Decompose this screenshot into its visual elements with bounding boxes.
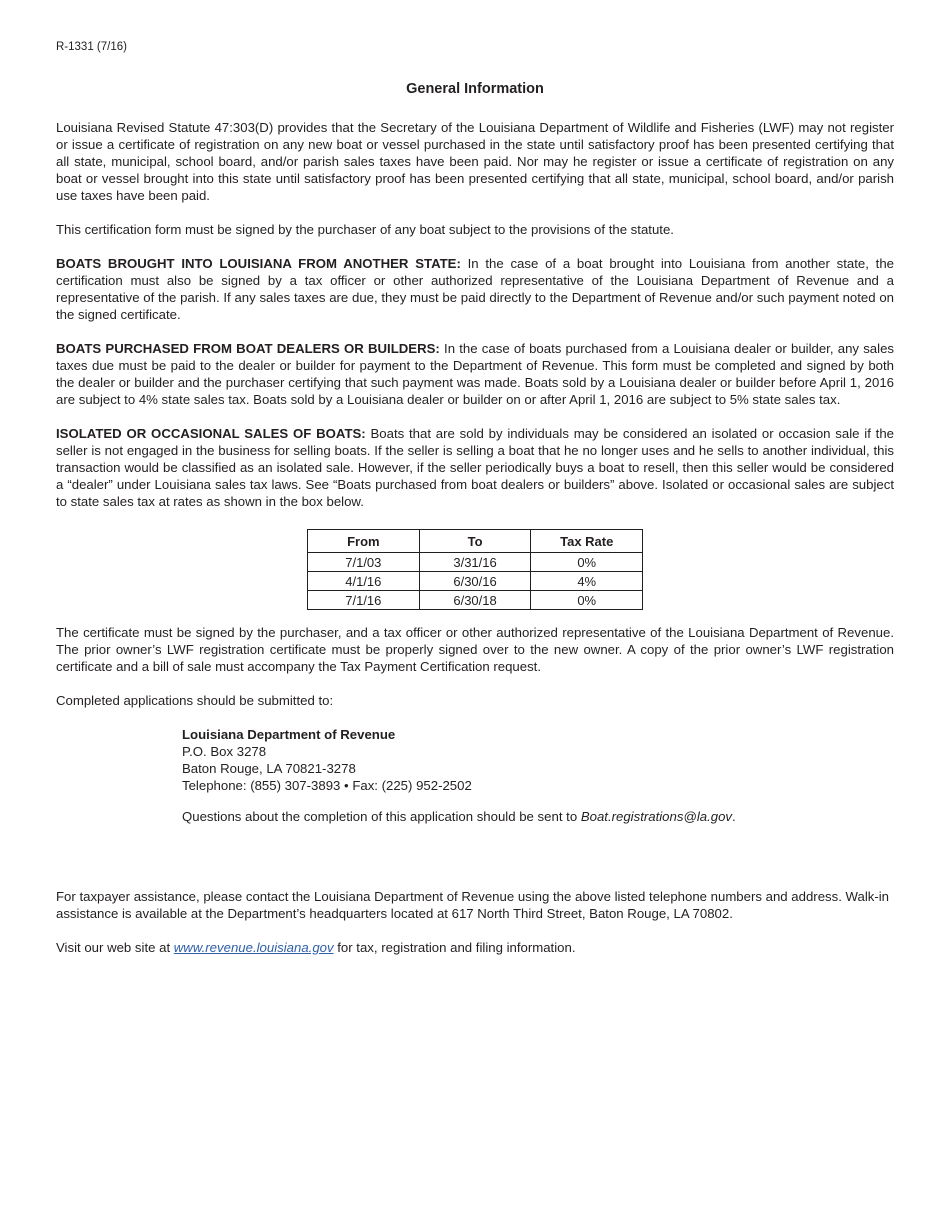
- table-row: [308, 591, 643, 610]
- isolated-paragraph: [56, 425, 894, 510]
- contact-email[interactable]: Boat.registrations@la.gov: [580, 809, 733, 824]
- table-row: [308, 572, 643, 591]
- dealers-body: In the case of boats purchased from a Louisiana dealer or builder, any sales taxes due must be paid to the dealer or builder for payment to the Department of Revenue. This form must be completed and signed by both the dealer or builder and the purchaser certifying that such payment was made. Boats sold by a Louisiana dealer or builder before April 1, 2016 are subject to 4% state sales tax. Boats sold by a Louisiana dealer or builder on or after April 1, 2016 are subject to 5% state sales tax.: [56, 341, 894, 407]
- questions-paragraph: [182, 808, 894, 825]
- cell-tax-rate: 0%: [531, 591, 643, 610]
- submit-paragraph: Completed applications should be submitted to:: [56, 693, 334, 708]
- visit-prefix: Visit our web site at: [56, 940, 174, 955]
- questions-end: .: [732, 809, 736, 824]
- column-header-tax-rate: Tax Rate: [531, 530, 643, 553]
- mailing-address: [182, 726, 894, 794]
- another-state-body: In the case of a boat brought into Louisiana from another state, the certification must also be signed by a tax officer or other authorized representative of the Louisiana Department of Revenue and a representative of the parish. If any sales taxes are due, they must be paid directly to the Department of Revenue and/or such payment noted on the signed certificate.: [56, 256, 895, 322]
- cell-tax-rate: 4%: [531, 572, 643, 591]
- questions-text: Questions about the completion of this application should be sent to: [182, 809, 581, 824]
- isolated-body: Boats that are sold by individuals may be considered an isolated or occasion sale if the seller is not engaged in the business for selling boats. If the seller is selling a boat that he no longer uses and he sells to another individual, this transaction would be classified as an isolated sale. However, if the seller periodically buys a boat to resell, then this seller would be considered a “dealer” under Louisiana sales tax laws. See “Boats purchased from boat dealers or builders” above. Isolated or occasional sales are subject to state sales tax at rates as shown in the box below.: [56, 426, 894, 509]
- cell-to: 3/31/16: [419, 553, 531, 572]
- dealers-paragraph: [56, 340, 894, 408]
- assistance-paragraph: For taxpayer assistance, please contact the Louisiana Department of Revenue using the above listed telephone numbers and address. Walk-in assistance is available at the Department’s headquarters located at 617 North Third Street, Baton Rouge, LA 70802.: [56, 889, 890, 921]
- form-id: R-1331 (7/16): [56, 41, 127, 53]
- cell-from: 7/1/03: [308, 553, 420, 572]
- cell-to: 6/30/16: [419, 572, 531, 591]
- isolated-heading: ISOLATED OR OCCASIONAL SALES OF BOATS:: [56, 426, 366, 441]
- another-state-paragraph: [56, 255, 894, 323]
- visit-paragraph: [56, 939, 894, 956]
- column-header-to: To: [419, 530, 531, 553]
- tax-rate-table: [307, 529, 643, 610]
- visit-suffix: for tax, registration and filing information.: [333, 940, 576, 955]
- website-link[interactable]: www.revenue.louisiana.gov: [173, 940, 334, 955]
- column-header-from: From: [308, 530, 420, 553]
- statute-paragraph: Louisiana Revised Statute 47:303(D) provides that the Secretary of the Louisiana Department of Wildlife and Fisheries (LWF) may not register or issue a certificate of registration on any new boat or vessel purchased in the state until satisfactory proof has been presented certifying that all state, municipal, school board, and/or parish sales taxes have been paid. Nor may he register or issue a certificate of registration on any boat or vessel brought into this state until satisfactory proof has been presented certifying that all state, municipal, school board, and/or parish use taxes have been paid.: [56, 120, 894, 203]
- dealers-heading: BOATS PURCHASED FROM BOAT DEALERS OR BUILDERS:: [56, 341, 440, 356]
- document-page: [56, 40, 894, 956]
- address-phone: Telephone: (855) 307-3893 • Fax: (225) 952-2502: [182, 778, 472, 793]
- address-name: Louisiana Department of Revenue: [182, 727, 396, 742]
- cell-to: 6/30/18: [419, 591, 531, 610]
- another-state-heading: BOATS BROUGHT INTO LOUISIANA FROM ANOTHER STATE:: [56, 256, 461, 271]
- cell-tax-rate: 0%: [531, 553, 643, 572]
- certification-paragraph: This certification form must be signed by the purchaser of any boat subject to the provisions of the statute.: [56, 222, 674, 237]
- page-title: General Information: [406, 81, 544, 97]
- cell-from: 4/1/16: [308, 572, 420, 591]
- cell-from: 7/1/16: [308, 591, 420, 610]
- table-row: [308, 553, 643, 572]
- address-po-box: P.O. Box 3278: [182, 744, 267, 759]
- address-city: Baton Rouge, LA 70821-3278: [182, 761, 356, 776]
- certificate-paragraph: The certificate must be signed by the purchaser, and a tax officer or other authorized representative of the Louisiana Department of Revenue. The prior owner’s LWF registration certificate must be properly signed over to the new owner. A copy of the prior owner’s LWF registration certificate and a bill of sale must accompany the Tax Payment Certification request.: [56, 625, 894, 674]
- table-header-row: [308, 530, 643, 553]
